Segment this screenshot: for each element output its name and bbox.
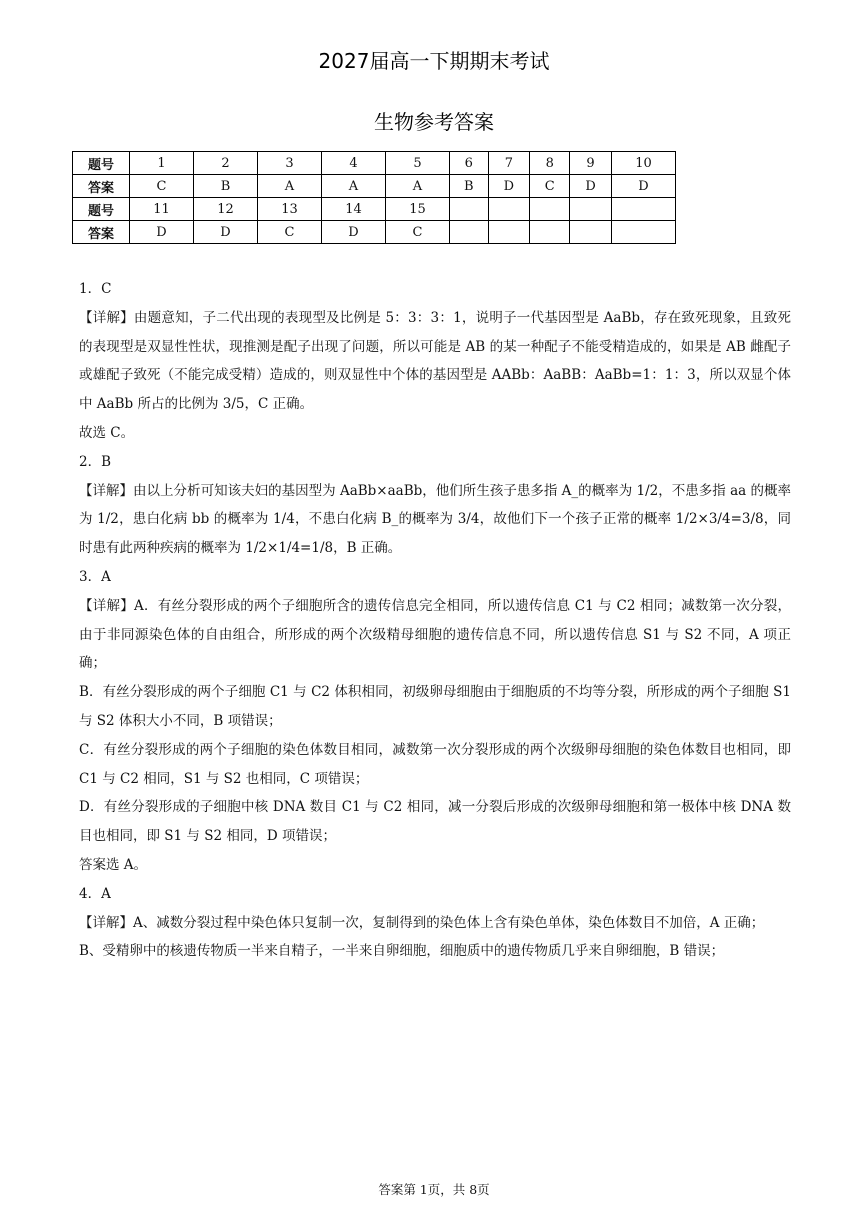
content-paragraph: 【详解】由题意知，子二代出现的表现型及比例是 5：3：3：1，说明子一代基因型是 AaBb，存在致死现象，且致死的表现型是双显性性状，现推测是配子出现了问题，所以可能是 AB 的某一种配子不能受精造成的，如果是 AB 雌配子或雄配子致死（不能完成受精）造成的，则双显性中个体的基因型是 AABb：AaBB：AaBb=1：1：3，所以双显个体中 AaBb 所占的比例为 3/5，C 正确。 [79,309,791,413]
table-cell: C [130,175,194,198]
table-cell: A [322,175,386,198]
table-cell: A [386,175,450,198]
table-cell [570,198,612,221]
table-cell: D [194,221,258,244]
content-paragraph: 故选 C。 [79,424,135,441]
table-row [73,175,676,198]
table-row [73,198,676,221]
content-paragraph: 1．C [79,281,112,297]
answer-table [72,151,676,244]
table-cell: 3 [258,152,322,175]
table-cell: 6 [450,152,489,175]
table-cell: 9 [570,152,612,175]
table-cell: 12 [194,198,258,221]
table-row [73,152,676,175]
table-cell [450,198,489,221]
table-cell: C [530,175,570,198]
table-cell: C [258,221,322,244]
table-cell: 14 [322,198,386,221]
table-cell [611,198,675,221]
table-cell [450,221,489,244]
table-cell: 2 [194,152,258,175]
table-cell: 10 [611,152,675,175]
explanation-content [79,275,791,966]
table-cell [488,221,530,244]
table-cell: D [322,221,386,244]
content-paragraph: 2．B [79,453,112,470]
table-cell [611,221,675,244]
table-row [73,221,676,244]
table-cell: D [570,175,612,198]
content-paragraph: 3．A [79,568,111,585]
table-cell: B [194,175,258,198]
row-label: 答案 [73,221,130,244]
content-paragraph: B、受精卵中的核遗传物质一半来自精子，一半来自卵细胞，细胞质中的遗传物质几乎来自卵细胞，B 错误； [79,943,725,960]
row-label: 题号 [73,152,130,175]
page-footer: 答案第 1页，共 8页 [378,1182,490,1197]
table-cell: 7 [488,152,530,175]
table-cell: D [611,175,675,198]
table-cell: 5 [386,152,450,175]
content-paragraph: C．有丝分裂形成的两个子细胞的染色体数目相同，减数第一次分裂形成的两个次级卵母细胞的染色体数目也相同，即 C1 与 C2 相同，S1 与 S2 也相同，C 项错误； [79,741,791,787]
table-cell: 13 [258,198,322,221]
row-label: 题号 [73,198,130,221]
table-cell: 11 [130,198,194,221]
table-cell: D [488,175,530,198]
content-paragraph: B．有丝分裂形成的两个子细胞 C1 与 C2 体积相同，初级卵母细胞由于细胞质的不均等分裂，所形成的两个子细胞 S1 与 S2 体积大小不同，B 项错误； [79,684,791,729]
content-paragraph: D．有丝分裂形成的子细胞中核 DNA 数目 C1 与 C2 相同，减一分裂后形成的次级卵母细胞和第一极体中核 DNA 数目也相同，即 S1 与 S2 相同，D 项错误； [79,799,791,845]
table-cell: A [258,175,322,198]
table-cell: B [450,175,489,198]
table-cell [488,198,530,221]
subject-subtitle: 生物参考答案 [374,110,494,134]
table-cell: 15 [386,198,450,221]
table-cell: D [130,221,194,244]
table-cell [530,198,570,221]
row-label: 答案 [73,175,130,198]
table-cell [570,221,612,244]
content-paragraph: 【详解】A、减数分裂过程中染色体只复制一次，复制得到的染色体上含有染色单体，染色体数目不加倍，A 正确； [79,914,765,931]
table-cell: 4 [322,152,386,175]
table-cell [530,221,570,244]
content-paragraph: 4．A [79,885,111,902]
table-cell: C [386,221,450,244]
table-cell: 1 [130,152,194,175]
table-cell: 8 [530,152,570,175]
content-paragraph: 答案选 A。 [79,856,148,873]
content-paragraph: 【详解】A．有丝分裂形成的两个子细胞所含的遗传信息完全相同，所以遗传信息 C1 与 C2 相同；减数第一次分裂，由于非同源染色体的自由组合，所形成的两个次级精母细胞的遗传信息不同，所以遗传信息 S1 与 S2 不同，A 项正确； [79,597,791,672]
exam-title: 2027届高一下期期末考试 [318,49,550,73]
content-paragraph: 【详解】由以上分析可知该夫妇的基因型为 AaBb×aaBb，他们所生孩子患多指 A_的概率为 1/2，不患多指 aa 的概率为 1/2，患白化病 bb 的概率为 1/4，不患白化病 B_的概率为 3/4，故他们下一个孩子正常的概率 1/2×3/4=3/8，同时患有此两种疾病的概率为 1/2×1/4=1/8，B 正确。 [79,482,791,557]
